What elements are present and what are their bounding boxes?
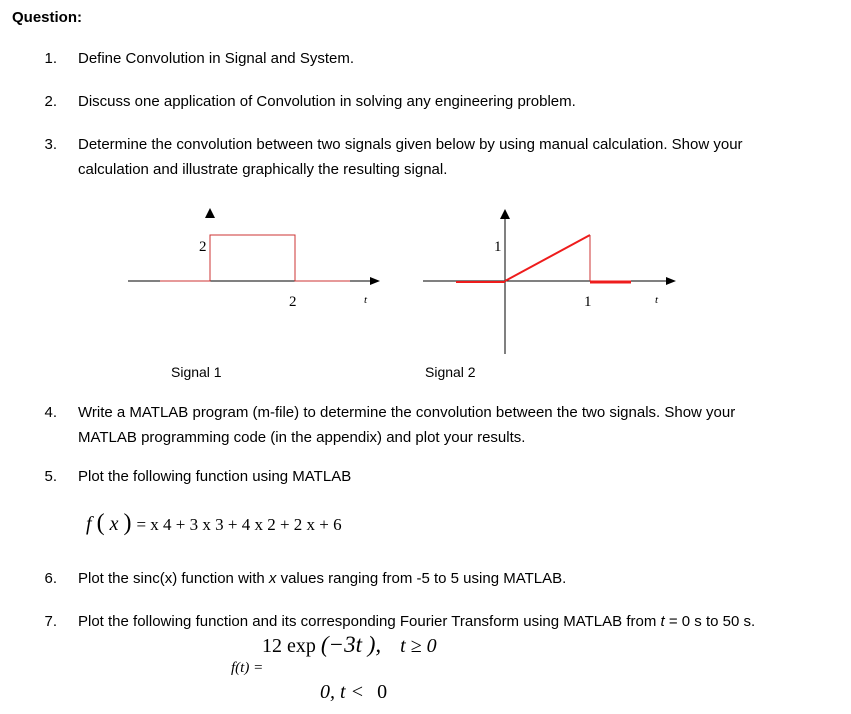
eq5-function-name: f — [86, 513, 92, 535]
eq7-case1-condition: t ≥ 0 — [400, 635, 437, 657]
eq7-case1-expr: 12 exp — [262, 635, 316, 657]
q4-number: 4. — [44, 404, 57, 421]
signal2-amplitude-label: 1 — [494, 239, 502, 255]
signal1-axis-label: t — [364, 294, 368, 306]
eq7-case1-arg: (−3t ), — [320, 632, 382, 657]
q6-text-var: x — [268, 570, 277, 587]
signal2-x-arrow — [666, 277, 676, 285]
q3-number: 3. — [44, 136, 57, 153]
q5-number: 5. — [44, 468, 57, 485]
eq5-left-paren: ( — [96, 510, 105, 536]
q6-text — [78, 570, 566, 587]
signal1-caption: Signal 1 — [171, 364, 222, 380]
eq7-case2-expr: 0, t < — [320, 681, 365, 703]
eq5-rhs: = x 4 + 3 x 3 + 4 x 2 + 2 x + 6 — [136, 515, 342, 534]
q7-text-var: t — [660, 613, 665, 630]
q6-text-pre: Plot the sinc(x) function with — [78, 570, 269, 587]
q1-number: 1. — [44, 50, 57, 67]
signal2-caption: Signal 2 — [425, 364, 476, 380]
q4-text-line2: MATLAB programming code (in the appendix) and plot your results. — [78, 429, 526, 446]
q2-number: 2. — [44, 93, 57, 110]
q3-text-line1: Determine the convolution between two signals given below by using manual calculation. Show your — [78, 136, 743, 153]
signal2-ramp — [505, 235, 590, 281]
signal2-y-arrow — [500, 209, 510, 219]
q6-text-post: values ranging from -5 to 5 using MATLAB. — [276, 570, 567, 587]
signal2-axis-label: t — [655, 294, 659, 306]
signal1-amplitude-label: 2 — [199, 239, 207, 255]
eq7-case1 — [262, 632, 437, 658]
signal2-x-tick-label: 1 — [584, 294, 592, 310]
q1-text: Define Convolution in Signal and System. — [78, 50, 354, 67]
q7-text-post: = 0 s to 50 s. — [664, 613, 756, 630]
q7-text — [78, 613, 755, 630]
eq5-variable: x — [109, 513, 119, 535]
q7-text-pre: Plot the following function and its corresponding Fourier Transform using MATLAB from — [78, 613, 661, 630]
question-heading: Question: — [12, 9, 82, 26]
equation-polynomial — [86, 510, 342, 537]
q4-text-line1: Write a MATLAB program (m-file) to determine the convolution between the two signals. Show your — [78, 404, 736, 421]
eq7-case2-condition: 0 — [377, 681, 388, 703]
signal1-x-tick-label: 2 — [289, 294, 297, 310]
eq7-case2 — [320, 681, 387, 704]
q5-text: Plot the following function using MATLAB — [78, 468, 352, 485]
q6-number: 6. — [44, 570, 57, 587]
eq5-right-paren: ) — [123, 510, 132, 536]
q3-text-line2: calculation and illustrate graphically the resulting signal. — [78, 161, 448, 178]
eq7-lhs: f(t) = — [231, 660, 264, 676]
q2-text: Discuss one application of Convolution in solving any engineering problem. — [78, 93, 576, 110]
q7-number: 7. — [44, 613, 57, 630]
